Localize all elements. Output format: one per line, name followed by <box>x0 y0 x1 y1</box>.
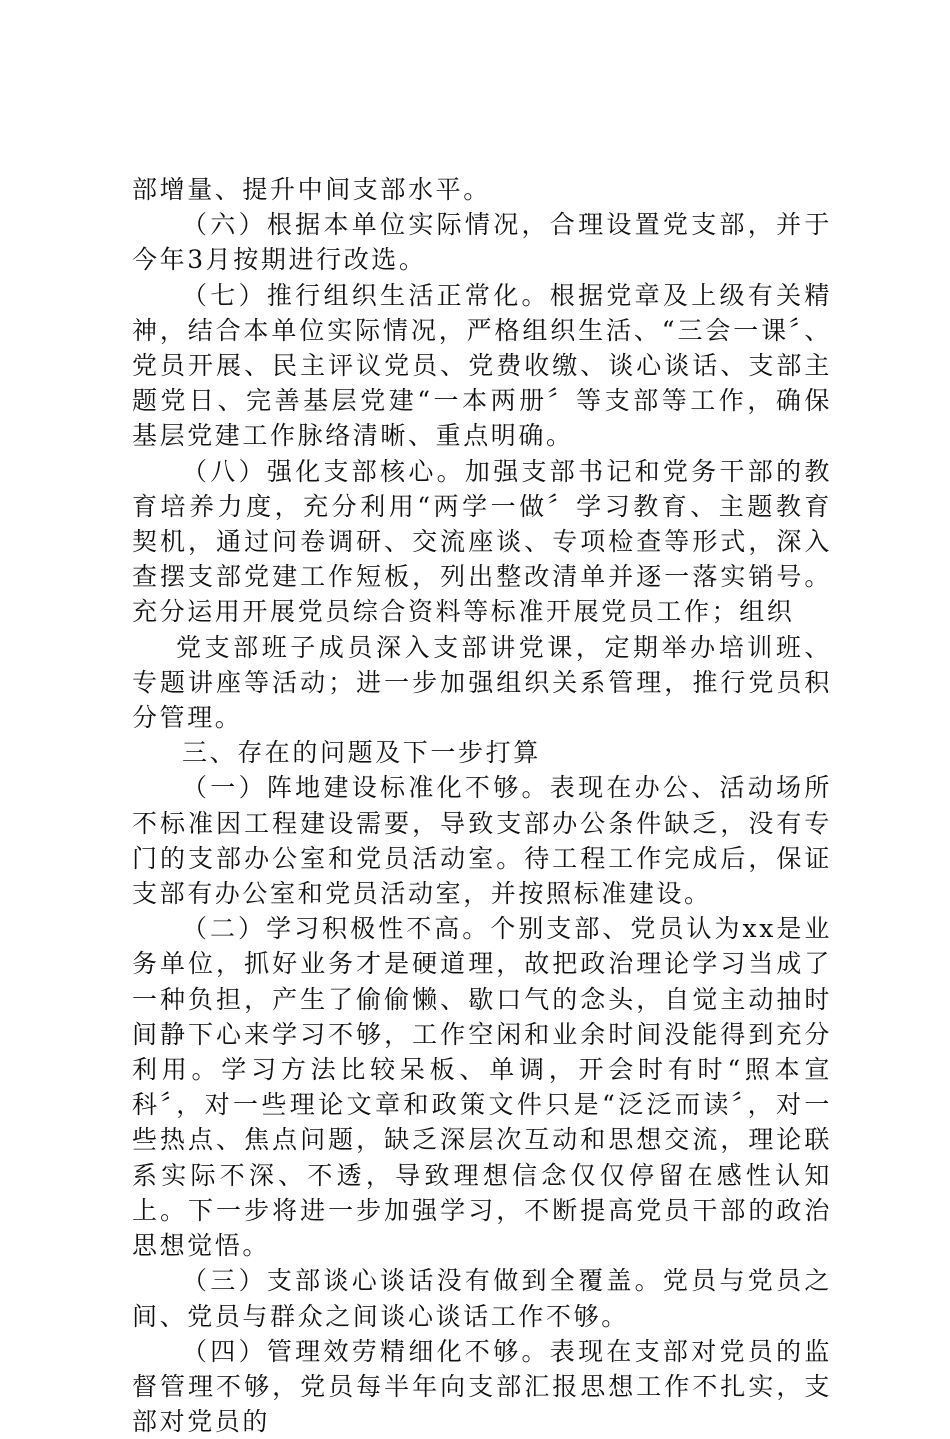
paragraph-item-7: （七）推行组织生活正常化。根据党章及上级有关精神，结合本单位实际情况，严格组织生活、“三会一课〞、党员开展、民主评议党员、党费收缴、谈心谈话、支部主题党日、完善基层党建“一本两册〞等支部等工作，确保基层党建工作脉络清晰、重点明确。 <box>132 280 832 451</box>
section-heading-problems: 三、存在的问题及下一步打算 <box>182 738 541 768</box>
paragraph-item-8-continued: 党支部班子成员深入支部讲党课，定期举办培训班、专题讲座等活动；进一步加强组织关系管理，推行党员积分管理。 <box>132 632 832 733</box>
paragraph-problem-1: （一）阵地建设标准化不够。表现在办公、活动场所不标准因工程建设需要，导致支部办公条件缺乏，没有专门的支部办公室和党员活动室。待工程工作完成后，保证支部有办公室和党员活动室，并按照标准建设。 <box>132 773 832 909</box>
paragraph-problem-3: （三）支部谈心谈话没有做到全覆盖。党员与党员之间、党员与群众之间谈心谈话工作不够。 <box>132 1266 832 1331</box>
paragraph-item-6: （六）根据本单位实际情况，合理设置党支部，并于今年3月按期进行改选。 <box>132 210 832 275</box>
document-body <box>132 172 832 1439</box>
paragraph-problem-2: （二）学习积极性不高。个别支部、党员认为xx是业务单位，抓好业务才是硬道理，故把政治理论学习当成了一种负担，产生了偷偷懒、歇口气的念头，自觉主动抽时间静下心来学习不够，工作空闲和业余时间没能得到充分利用。学习方法比较呆板、单调，开会时有时“照本宣科〞，对一些理论文章和政策文件只是“泛泛而读〞，对一些热点、焦点问题，缺乏深层次互动和思想交流，理论联系实际不深、不透，导致理想信念仅仅停留在感性认知上。下一步将进一步加强学习，不断提高党员干部的政治思想觉悟。 <box>132 914 832 1261</box>
paragraph-item-8: （八）强化支部核心。加强支部书记和党务干部的教育培养力度，充分利用“两学一做〞学习教育、主题教育契机，通过问卷调研、交流座谈、专项检查等形式，深入查摆支部党建工作短板，列出整改清单并逐一落实销号。充分运用开展党员综合资料等标准开展党员工作；组织 <box>132 456 832 627</box>
paragraph-problem-4: （四）管理效劳精细化不够。表现在支部对党员的监督管理不够，党员每半年向支部汇报思想工作不扎实，支部对党员的 <box>132 1336 832 1437</box>
paragraph-continuation: 部增量、提升中间支部水平。 <box>132 175 491 204</box>
